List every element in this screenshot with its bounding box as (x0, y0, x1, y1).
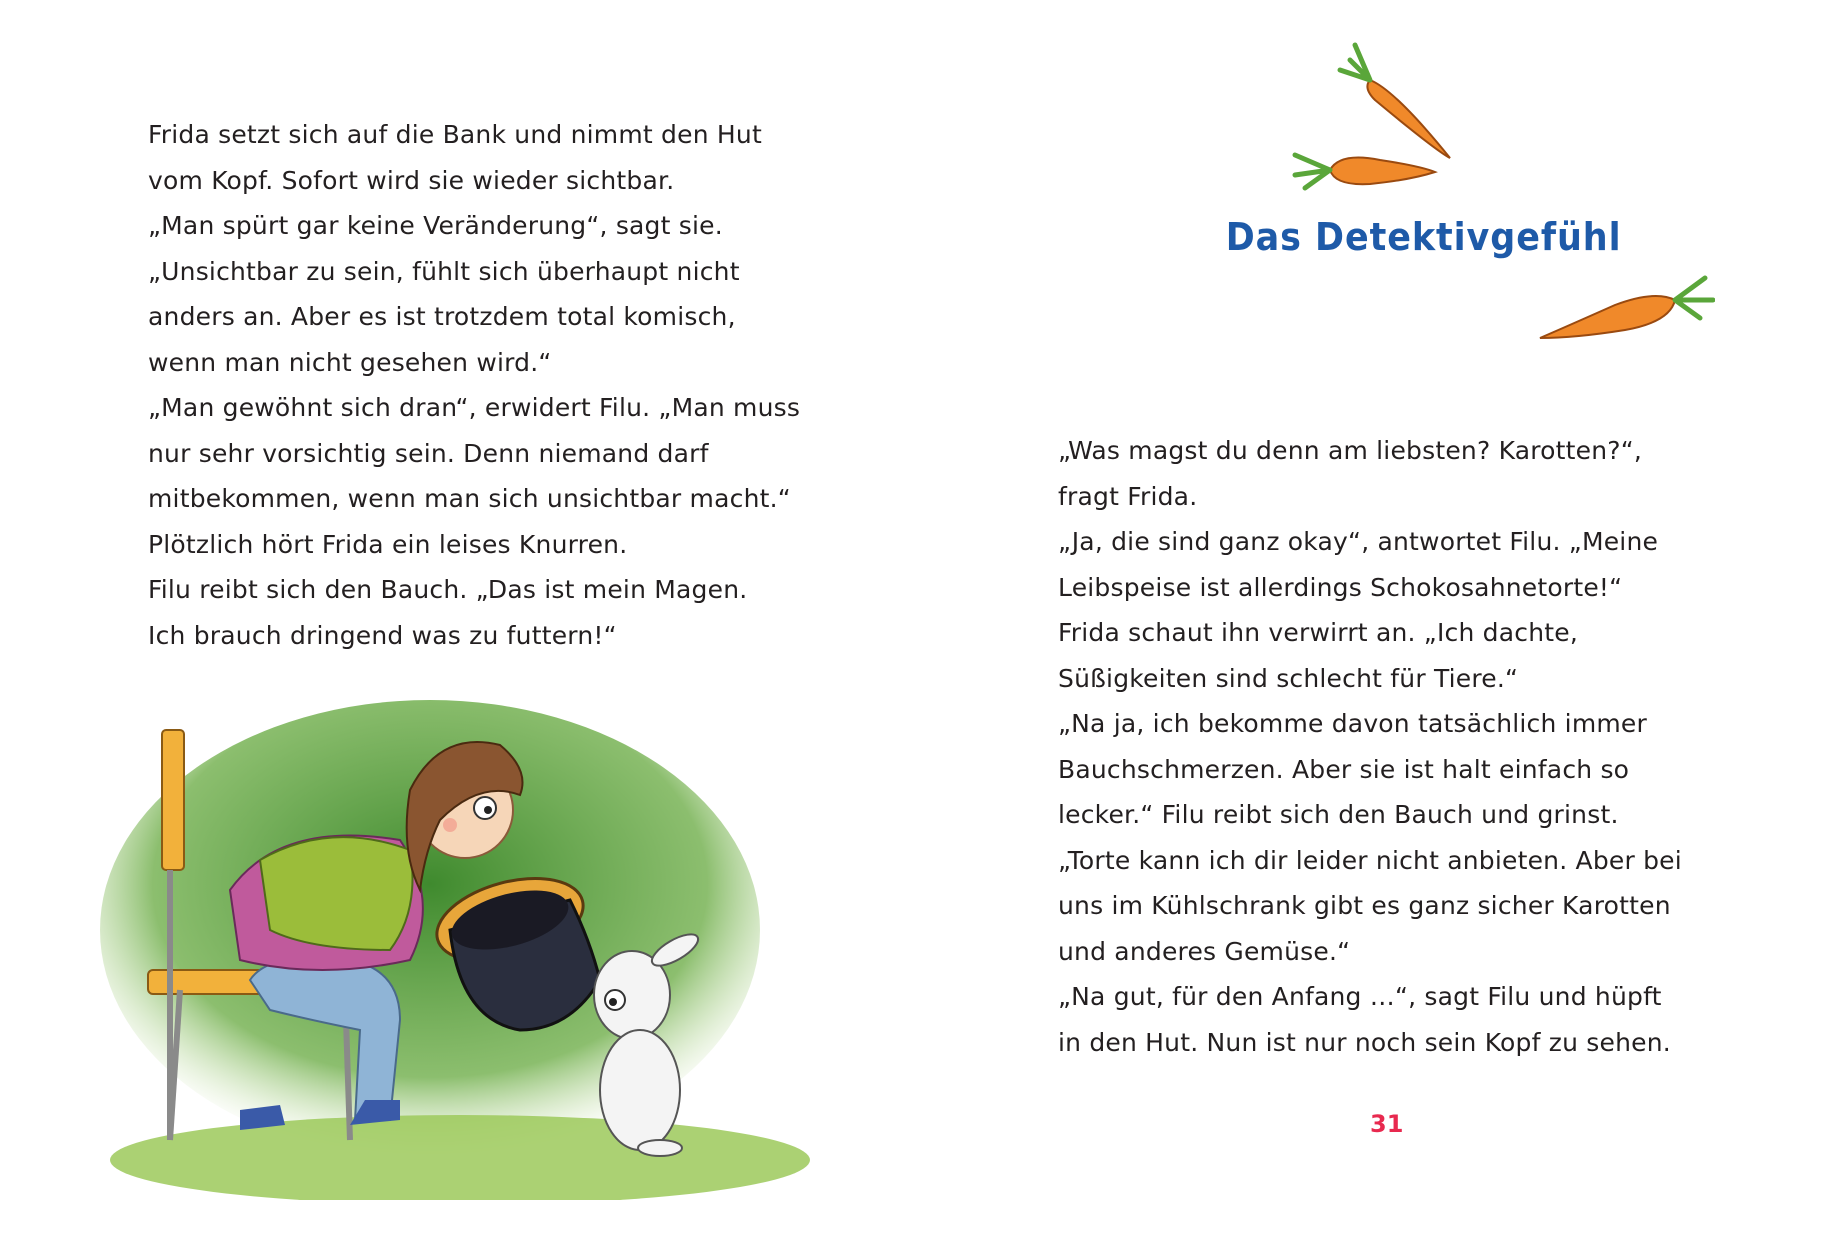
text-line: wenn man nicht gesehen wird.“ (148, 347, 552, 377)
text-line: Leibspeise ist allerdings Schokosahnetorte!“ (1058, 572, 1623, 602)
text-line: lecker.“ Filu reibt sich den Bauch und grinst. (1058, 800, 1619, 829)
text-line: nur sehr vorsichtig sein. Denn niemand darf (148, 438, 709, 468)
text-line: fragt Frida. (1058, 481, 1198, 511)
text-line: in den Hut. Nun ist nur noch sein Kopf zu sehen. (1058, 1027, 1671, 1057)
left-page (0, 0, 915, 1240)
text-line: „Na gut, für den Anfang …“, sagt Filu und hüpft (1058, 982, 1662, 1011)
text-line: Ich brauch dringend was zu futtern!“ (148, 620, 617, 650)
text-line: „Ja, die sind ganz okay“, antwortet Filu. „Meine (1058, 527, 1659, 556)
text-line: „Was magst du denn am liebsten? Karotten?“, (1058, 436, 1643, 465)
text-line: Plötzlich hört Frida ein leises Knurren. (148, 529, 628, 559)
text-line: anders an. Aber es ist trotzdem total komisch, (148, 302, 736, 331)
girl-and-rabbit-illustration (100, 700, 820, 1200)
text-line: „Unsichtbar zu sein, fühlt sich überhaupt nicht (148, 256, 740, 286)
text-line: Frida setzt sich auf die Bank und nimmt den Hut (148, 120, 762, 149)
text-line: Bauchschmerzen. Aber sie ist halt einfach so (1058, 754, 1630, 784)
right-page-text (1058, 428, 1682, 1065)
grass-ground (110, 1115, 810, 1200)
text-line: „Man spürt gar keine Veränderung“, sagt sie. (148, 211, 723, 240)
text-line: „Man gewöhnt sich dran“, erwidert Filu. „Man muss (148, 393, 801, 422)
text-line: vom Kopf. Sofort wird sie wieder sichtbar. (148, 165, 675, 195)
left-page-text (148, 112, 800, 658)
text-line: „Torte kann ich dir leider nicht anbieten. Aber bei (1058, 845, 1682, 875)
carrot-icon (1290, 140, 1440, 200)
page-number: 31 (1370, 1110, 1404, 1138)
text-line: Süßigkeiten sind schlecht für Tiere.“ (1058, 663, 1519, 693)
text-line: „Na ja, ich bekomme davon tatsächlich immer (1058, 709, 1647, 738)
text-line: mitbekommen, wenn man sich unsichtbar macht.“ (148, 484, 791, 513)
text-line: Filu reibt sich den Bauch. „Das ist mein Magen. (148, 575, 748, 604)
carrot-icon (1535, 270, 1715, 345)
text-line: und anderes Gemüse.“ (1058, 936, 1351, 966)
right-page (915, 0, 1831, 1240)
text-line: uns im Kühlschrank gibt es ganz sicher Karotten (1058, 891, 1671, 920)
chapter-title: Das Detektivgefühl (1225, 215, 1622, 259)
text-line: Frida schaut ihn verwirrt an. „Ich dachte, (1058, 618, 1578, 647)
